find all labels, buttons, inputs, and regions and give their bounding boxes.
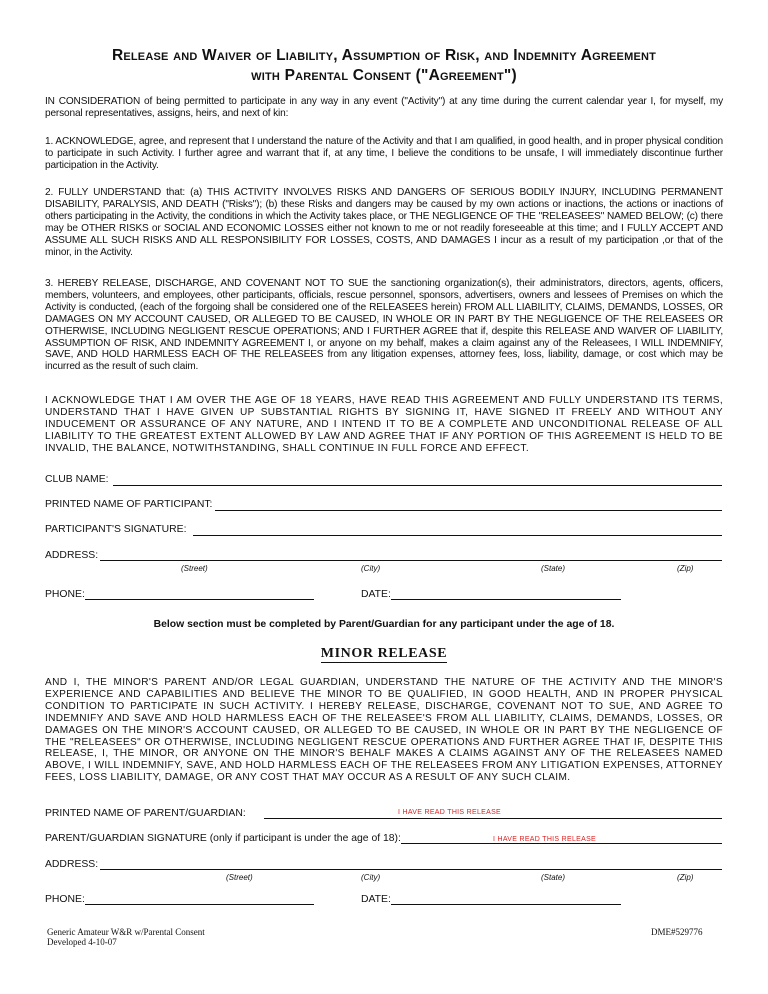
participant-signature-label: PARTICIPANT'S SIGNATURE:	[45, 524, 187, 535]
minor-release-heading-text: MINOR RELEASE	[320, 646, 448, 661]
guardian-city-caption: (City)	[361, 873, 381, 882]
street-caption: (Street)	[181, 564, 208, 573]
document-title-line-1: Release and Waiver of Liability, Assumption of Risk, and Indemnity Agreement	[111, 47, 657, 64]
read-release-stamp-2: I HAVE READ THIS RELEASE	[493, 836, 597, 843]
guardian-state-caption: (State)	[541, 873, 566, 882]
guardian-address-label: ADDRESS:	[45, 859, 99, 870]
guardian-zip-caption: (Zip)	[677, 873, 694, 882]
address-label: ADDRESS:	[45, 550, 99, 561]
guardian-name-label: PRINTED NAME OF PARENT/GUARDIAN:	[45, 808, 246, 819]
footer-form-name: Generic Amateur W&R w/Parental Consent	[47, 927, 205, 937]
participant-name-line[interactable]	[215, 510, 722, 511]
address-line[interactable]	[100, 560, 722, 561]
guardian-signature-line[interactable]	[401, 843, 722, 844]
guardian-date-line[interactable]	[391, 904, 621, 905]
state-caption: (State)	[541, 564, 566, 573]
guardian-street-caption: (Street)	[226, 873, 253, 882]
acknowledgement-paragraph: I ACKNOWLEDGE THAT I AM OVER THE AGE OF 18 YEARS, HAVE READ THIS AGREEMENT AND FULLY UNDERSTAND ITS TERMS, UNDERSTAND THAT I HAVE GIVEN UP SUBSTANTIAL RIGHTS BY SIGNING IT, HAVE SIGNED IT FREELY AND WITHOUT ANY INDUCEMENT OR ASSURANCE OF ANY NATURE, AND I INTEND IT TO BE A COMPLETE AND UNCONDITIONAL RELEASE OF ALL LIABILITY TO THE GREATEST EXTENT ALLOWED BY LAW AND AGREE THAT IF ANY PORTION OF THIS AGREEMENT IS HELD TO BE INVALID, THE BALANCE, NOTWITHSTANDING, SHALL CONTINUE IN FULL FORCE AND EFFECT.	[45, 395, 723, 454]
release-paragraph: 3. HEREBY RELEASE, DISCHARGE, AND COVENANT NOT TO SUE the sanctioning organization(s), their administrators, directors, agents, officers, members, volunteers, and employees, other participants, officials, rescue personnel, sponsors, advertisers, owners and lessees of Premises on which the Activity is conducted, (each of the forgoing shall be considered one of the RELEASEES herein) FROM ALL LIABILITY, CLAIMS, DEMANDS, LOSSES, OR DAMAGES ON MY ACCOUNT CAUSED, OR ALLEGED TO BE CAUSED, IN WHOLE OR IN PART BY THE NEGLIGENCE OF THE RELEASEES OR OTHERWISE, INCLUDING NEGLIGENT RESCUE OPERATIONS; AND I FURTHER AGREE that if, despite this RELEASE AND WAIVER OF LIABILITY, ASSUMPTION OF RISK, AND INDEMNITY AGREEMENT I, or anyone on my behalf, makes a claim against any of the Releasees, I WILL INDEMNIFY, SAVE, AND HOLD HARMLESS EACH OF THE RELEASEES from any litigation expenses, attorney fees, loss, liability, damage, or cost which may be incurred as the result of such claim.	[45, 278, 723, 373]
guardian-address-line[interactable]	[100, 869, 722, 870]
acknowledge-paragraph: 1. ACKNOWLEDGE, agree, and represent that I understand the nature of the Activity and that I am qualified, in good health, and in proper physical condition to participate in such Activity. I further agree and warrant that if, at any time, I believe the conditions to be unsafe, I will immediately discontinue further participation in the Activity.	[45, 136, 723, 171]
club-name-label: CLUB NAME:	[45, 474, 109, 485]
date-label: DATE:	[361, 589, 391, 600]
guardian-signature-label: PARENT/GUARDIAN SIGNATURE (only if participant is under the age of 18):	[45, 833, 401, 844]
zip-caption: (Zip)	[677, 564, 694, 573]
understand-paragraph: 2. FULLY UNDERSTAND that: (a) THIS ACTIVITY INVOLVES RISKS AND DANGERS OF SERIOUS BODILY INJURY, INCLUDING PERMANENT DISABILITY, PARALYSIS, AND DEATH ("Risks"); (b) these Risks and dangers may be caused by my own actions or inactions, the actions or inactions of others participating in the Activity, the conditions in which the Activity takes place, or THE NEGLIGENCE OF THE "RELEASEES" NAMED BELOW; (c) there may be OTHER RISKS or SOCIAL AND ECONOMIC LOSSES either not known to me or not readily foreseeable at this time; and I FULLY ACCEPT AND ASSUME ALL SUCH RISKS AND ALL RESPONSIBILITY FOR LOSSES, COSTS, AND DAMAGES I incur as a result of my participation ,or that of the minor, in the Activity.	[45, 187, 723, 258]
document-title-line-2: with Parental Consent ("Agreement")	[251, 67, 517, 84]
date-line[interactable]	[391, 599, 621, 600]
city-caption: (City)	[361, 564, 381, 573]
minor-release-paragraph: AND I, THE MINOR'S PARENT AND/OR LEGAL GUARDIAN, UNDERSTAND THE NATURE OF THE ACTIVITY AND THE MINOR'S EXPERIENCE AND CAPABILITIES AND BELIEVE THE MINOR TO BE QUALIFIED, IN GOOD HEALTH, AND IN PROPER PHYSICAL CONDITION TO PARTICIPATE IN SUCH ACTIVITY. I HEREBY RELEASE, DISCHARGE, COVENANT NOT TO SUE, AND AGREE TO INDEMNIFY AND SAVE AND HOLD HARMLESS EACH OF THE RELEASEE'S FROM ALL LIABILITY, CLAIMS, DEMANDS, LOSSES, OR DAMAGES ON THE MINOR'S ACCOUNT CAUSED, OR ALLEGED TO BE CAUSED, IN WHOLE OR IN PART BY THE NEGLIGENCE OF THE "RELEASEES" OR OTHERWISE, INCLUDING NEGLIGENT RESCUE OPERATIONS AND FURTHER AGREE THAT IF, DESPITE THIS RELEASE, I, THE MINOR, OR ANYONE ON THE MINOR'S BEHALF MAKES A CLAIMS AGAINST ANY OF THE RELEASEES NAMED ABOVE, I WILL INDEMNIFY, SAVE, AND HOLD HARMLESS EACH OF THE RELEASEES FROM ANY LITIGATION EXPENSES, ATTORNEY FEES, LOSS LIABILITY, DAMAGE, OR ANY COST THAT MAY OCCUR AS A RESULT OF ANY SUCH CLAIM.	[45, 677, 723, 784]
intro-paragraph: IN CONSIDERATION of being permitted to participate in any way in any event ("Activity") at any time during the current calendar year I, for myself, my personal representatives, assigns, heirs, and next of kin:	[45, 96, 723, 119]
guardian-phone-label: PHONE:	[45, 894, 85, 905]
participant-name-label: PRINTED NAME OF PARTICIPANT:	[45, 499, 213, 510]
guardian-instruction: Below section must be completed by Parent/Guardian for any participant under the age of 18.	[153, 619, 615, 630]
participant-signature-line[interactable]	[193, 535, 722, 536]
club-name-line[interactable]	[113, 485, 722, 486]
guardian-date-label: DATE:	[361, 894, 391, 905]
footer-document-number: DME#529776	[651, 927, 703, 937]
guardian-phone-line[interactable]	[85, 904, 314, 905]
phone-label: PHONE:	[45, 589, 85, 600]
minor-release-heading	[0, 646, 768, 662]
footer-developed-date: Developed 4-10-07	[47, 937, 117, 947]
read-release-stamp-1: I HAVE READ THIS RELEASE	[398, 809, 502, 816]
phone-line[interactable]	[85, 599, 314, 600]
guardian-name-line[interactable]	[264, 818, 722, 819]
